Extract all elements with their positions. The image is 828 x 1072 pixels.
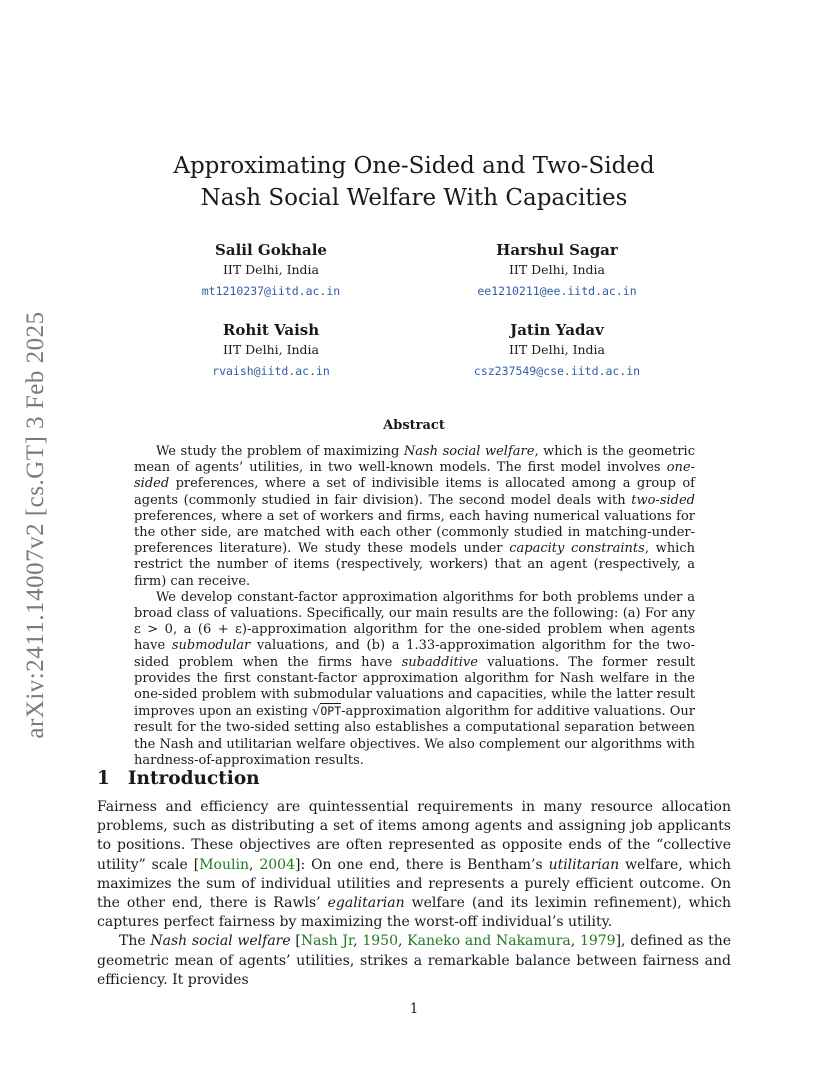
text-run: , which restrict the number of items (respectively, workers) that an agent (respectively, a firm) can receive.	[134, 541, 695, 589]
text-run: welfare, which maximizes the sum of individual utilities and represents a purely efficient outcome. On the other end, there is Rawls’	[97, 856, 732, 912]
author-block-4	[427, 320, 687, 382]
text-run: We study the problem of maximizing	[156, 444, 404, 459]
text-run: , which is the geometric mean of agents’ utilities, in two well-known models. The first model involves	[134, 444, 695, 476]
text-run: preferences, where a set of indivisible items is allocated among a group of agents (commonly studied in fair division). The second model deals with	[134, 476, 695, 508]
intro-paragraph-2	[97, 932, 731, 990]
author-affiliation: IIT Delhi, India	[222, 262, 320, 277]
emphasis: Nash social welfare	[403, 444, 535, 459]
text-run: ,	[248, 856, 260, 873]
emphasis: submodular	[171, 638, 251, 654]
emphasis: utilitarian	[548, 856, 620, 873]
author-email-link[interactable]: csz237549@cse.iitd.ac.in	[473, 364, 641, 378]
text-run: preferences, where a set of workers and firms, each having numerical valuations for the other side, are matched with each other (commonly studied in matching-under-preferences literature). We study these models under	[134, 508, 695, 557]
author-email-link[interactable]: rvaish@iitd.ac.in	[212, 364, 330, 378]
author-block-1	[141, 240, 401, 302]
text-run: ,	[397, 933, 408, 950]
intro-paragraph-1	[97, 798, 731, 932]
abstract-heading: Abstract	[383, 418, 445, 433]
emphasis: egalitarian	[327, 895, 405, 912]
text-run: valuations, and (b) a 1.33-approximation algorithm for the two-sided problem when the firms have	[134, 638, 695, 670]
emphasis: capacity constraints	[509, 541, 645, 557]
introduction-body	[97, 798, 731, 990]
citation-link[interactable]: 1979	[579, 933, 616, 950]
author-name: Jatin Yadav	[510, 321, 604, 339]
section-number: 1	[97, 768, 110, 789]
emphasis: one-sided	[134, 460, 695, 492]
abstract-paragraph-1	[134, 444, 695, 590]
author-affiliation: IIT Delhi, India	[508, 262, 606, 277]
text-run: The	[119, 933, 151, 950]
emphasis: Nash social welfare	[150, 933, 291, 950]
text-run: -approximation algorithm for additive valuations. Our result for the two-sided setting also establishes a computational separation between the Nash and utilitarian welfare objectives. We also complement our algorithms with hardness-of-approximation results.	[134, 704, 695, 768]
author-block-2	[427, 240, 687, 302]
arxiv-stamp[interactable]: arXiv:2411.14007v2 [cs.GT] 3 Feb 2025	[22, 311, 49, 739]
author-email-link[interactable]: ee1210211@ee.iitd.ac.in	[477, 284, 637, 298]
text-run: valuations. The former result provides the first constant-factor approximation algorithm for Nash welfare in the one-sided problem with submodular valuations and capacities, while the latter result improves upon an existing √	[134, 654, 695, 720]
text-run: Fairness and efficiency are quintessential requirements in many resource allocation problems, such as distributing a set of items among agents and assigning job applicants to positions. These objectives are often represented as opposite ends of the “collective utility” scale [	[97, 799, 731, 873]
author-name: Salil Gokhale	[215, 241, 327, 259]
citation-link[interactable]: 1950	[362, 933, 398, 950]
emphasis: subadditive	[401, 654, 478, 670]
author-name: Rohit Vaish	[222, 321, 320, 339]
emphasis: two-sided	[631, 492, 695, 508]
author-affiliation: IIT Delhi, India	[222, 342, 320, 357]
citation-link[interactable]: 2004	[259, 856, 295, 873]
text-run: ,	[570, 933, 580, 950]
title-line-2: Nash Social Welfare With Capacities	[200, 185, 628, 211]
text-run: [	[290, 933, 301, 950]
text-run: ], defined as the geometric mean of agents’ utilities, strikes a remarkable balance between fairness and efficiency. It provides	[97, 933, 731, 988]
text-run: ,	[353, 933, 363, 950]
paper-title	[0, 150, 828, 214]
author-email-link[interactable]: mt1210237@iitd.ac.in	[201, 284, 341, 298]
author-affiliation: IIT Delhi, India	[508, 342, 606, 357]
citation-link[interactable]: Kaneko and Nakamura	[407, 933, 571, 950]
abstract-body	[134, 444, 695, 769]
text-run: We develop constant-factor approximation algorithms for both problems under a broad class of valuations. Specifically, our main results are the following: (a) For any ε > 0, a (6 + ε)-approximation algorithm for the one-sided problem when agents have	[134, 589, 695, 654]
abstract-paragraph-2	[134, 590, 695, 769]
author-block-3	[141, 320, 401, 382]
opt-symbol: OPT	[320, 704, 342, 719]
text-run: welfare (and its leximin refinement), which captures perfect fairness by maximizing the worst-off individual’s utility.	[97, 895, 731, 931]
author-name: Harshul Sagar	[496, 241, 618, 259]
text-run: ]: On one end, there is Bentham’s	[294, 856, 549, 873]
section-title: Introduction	[127, 768, 260, 789]
citation-link[interactable]: Nash Jr	[300, 933, 354, 950]
section-heading	[97, 768, 260, 789]
citation-link[interactable]: Moulin	[199, 856, 249, 873]
title-line-1: Approximating One-Sided and Two-Sided	[173, 153, 655, 179]
page-number: 1	[409, 1001, 419, 1017]
